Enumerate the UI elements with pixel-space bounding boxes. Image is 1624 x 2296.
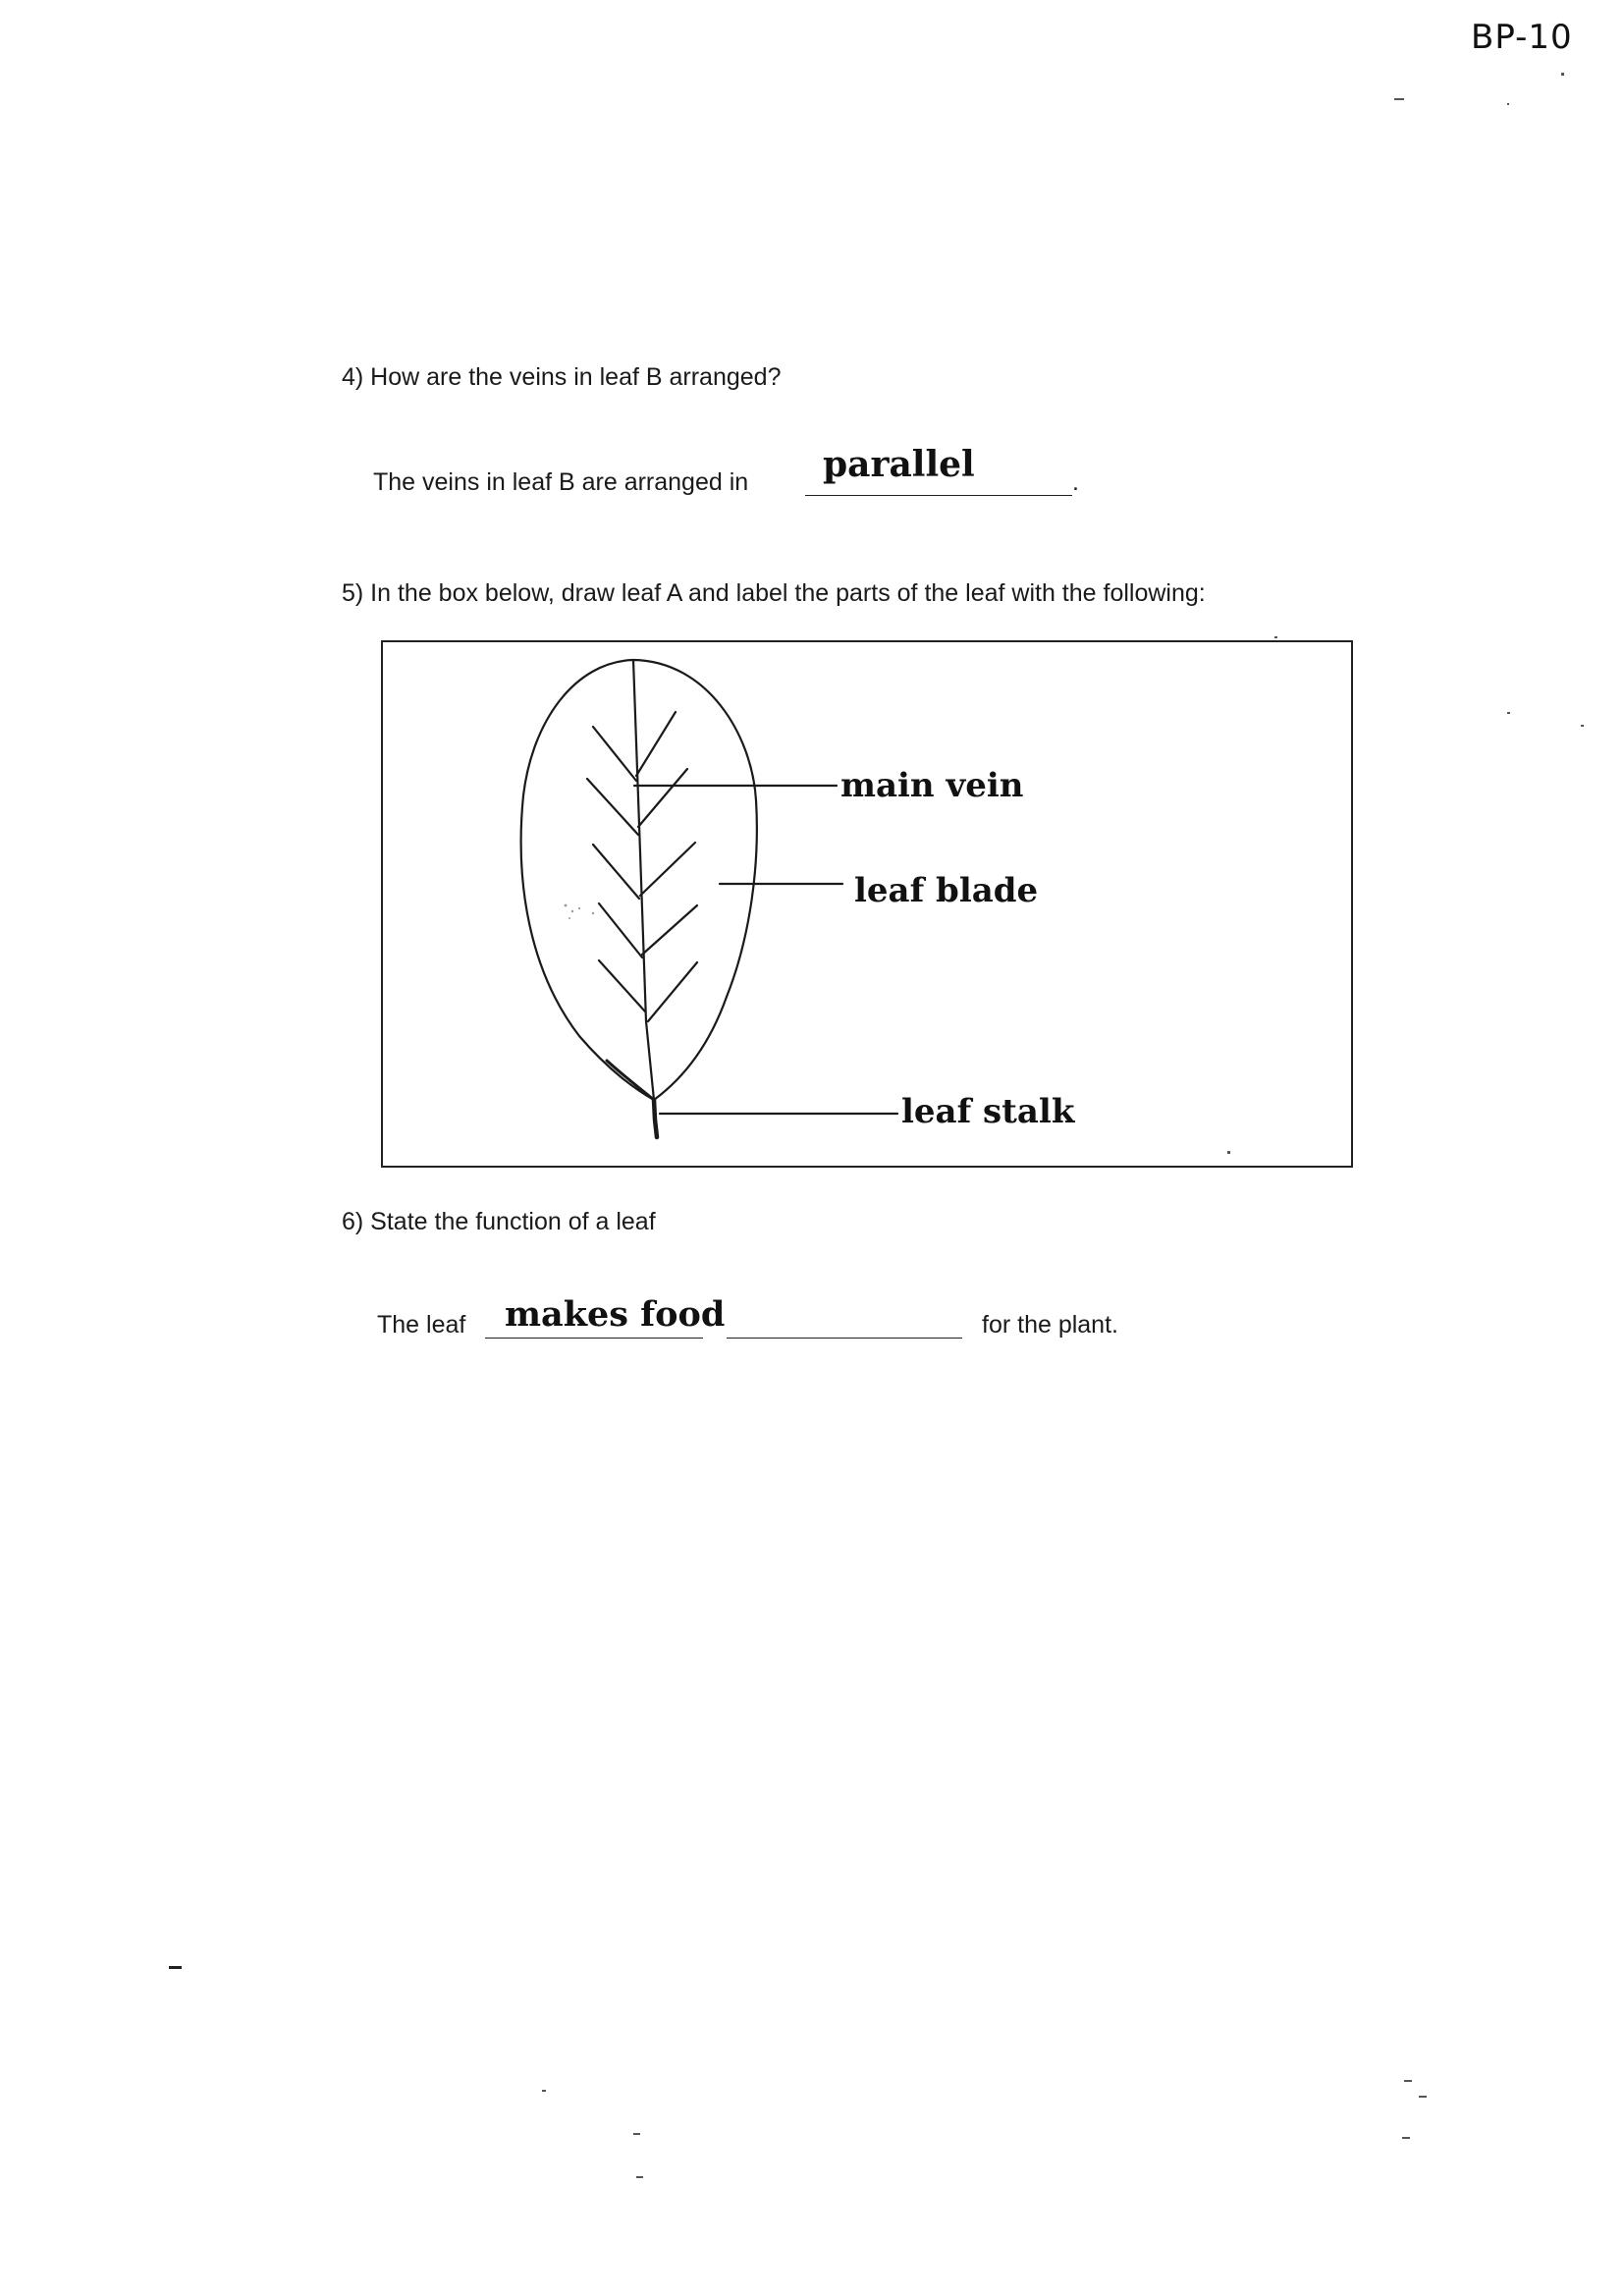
vein-left	[593, 727, 636, 781]
scan-speck	[542, 2090, 546, 2092]
leaf-outline	[521, 660, 757, 1100]
scan-speck	[1507, 712, 1510, 714]
q4-sentence-start: The veins in leaf B are arranged in	[373, 468, 749, 496]
question-5: 5) In the box below, draw leaf A and label the parts of the leaf with the following:	[342, 579, 1206, 607]
midrib	[633, 660, 654, 1100]
vein-right	[636, 712, 676, 776]
vein-left	[599, 903, 642, 957]
scan-speck	[1402, 2137, 1410, 2139]
scan-speck	[1419, 2096, 1427, 2098]
q6-answer: makes food	[505, 1294, 726, 1335]
scan-speck	[1274, 636, 1277, 638]
q4-sentence-end: .	[1072, 468, 1079, 496]
vein-right	[638, 769, 687, 827]
scan-speck	[636, 2176, 643, 2178]
vein-right	[640, 843, 695, 896]
q6-answer-line-2	[727, 1338, 962, 1339]
scan-speck	[169, 1966, 182, 1969]
scan-speck	[1561, 73, 1564, 76]
question-4: 4) How are the veins in leaf B arranged?	[342, 363, 782, 391]
vein-left	[587, 779, 638, 835]
leaf-stalk	[654, 1100, 657, 1137]
label-main-vein: main vein	[840, 766, 1024, 805]
label-leaf-stalk: leaf stalk	[901, 1092, 1075, 1131]
vein-left	[593, 845, 639, 899]
scan-speck	[1227, 1151, 1230, 1154]
leaf-base-curl	[607, 1061, 654, 1100]
q6-answer-line-1	[485, 1338, 703, 1339]
q6-sentence-start: The leaf	[377, 1311, 466, 1339]
page-code: BP-10	[1471, 18, 1573, 57]
q6-sentence-end: for the plant.	[982, 1311, 1118, 1339]
scan-speck	[633, 2133, 640, 2135]
scan-speck	[1507, 103, 1509, 105]
scan-speck	[1404, 2080, 1412, 2082]
vein-left	[599, 960, 645, 1011]
scan-speck	[1394, 98, 1404, 100]
scan-speck	[1581, 725, 1584, 727]
label-leaf-blade: leaf blade	[854, 871, 1039, 910]
vein-right	[648, 962, 697, 1021]
q4-answer: parallel	[823, 444, 975, 485]
vein-right	[642, 905, 697, 955]
question-6: 6) State the function of a leaf	[342, 1208, 656, 1235]
